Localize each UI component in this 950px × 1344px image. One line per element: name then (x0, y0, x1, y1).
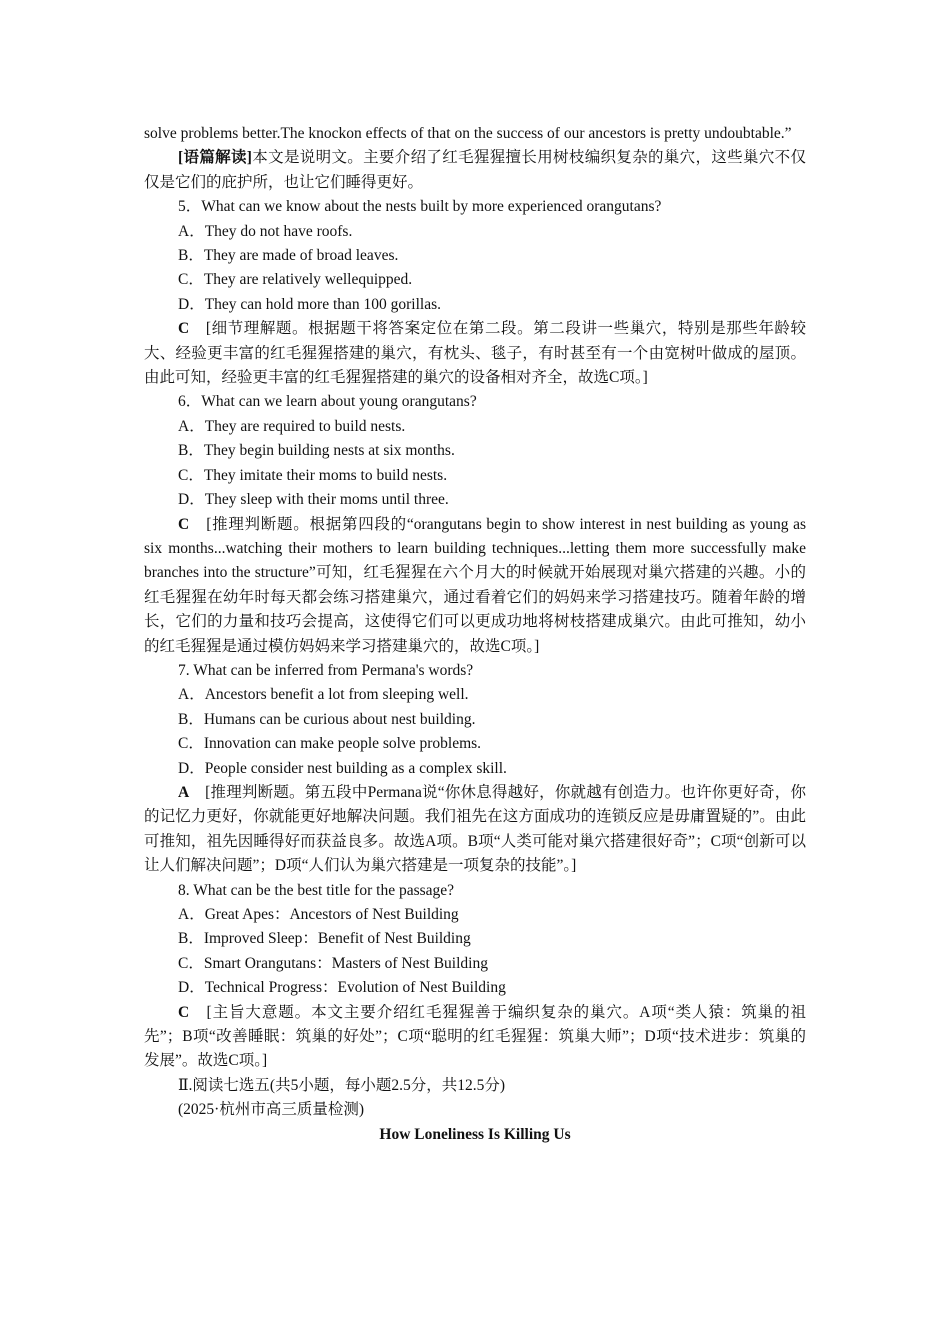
answer-letter: C (178, 320, 190, 338)
option-c: C．Innovation can make people solve problems. (178, 735, 482, 753)
answer-explanation (144, 1001, 806, 1074)
option-d: D．Technical Progress：Evolution of Nest Building (178, 979, 506, 997)
question-6 (144, 390, 806, 658)
option-b: B．Humans can be curious about nest building. (178, 710, 476, 728)
option-a: A．They are required to build nests. (178, 417, 406, 435)
question-7 (144, 659, 806, 879)
question-stem: 5．What can we know about the nests built by more experienced orangutans? (178, 198, 662, 216)
option-c: C．They are relatively wellequipped. (178, 271, 413, 289)
analysis-paragraph (144, 146, 806, 195)
option-a: A．Ancestors benefit a lot from sleeping well. (178, 686, 469, 704)
question-8 (144, 879, 806, 1074)
explanation-text: [推理判断题。根据第四段的“orangutans begin to show interest in nest building as young as six months...watching their mothers to learn building techniques...letting them more successfully make branches into the structure”可知，红毛猩猩在六个月大的时候就开始展现对巢穴搭建的兴趣。小的红毛猩猩在幼年时每天都会练习搭建巢穴，通过看着它们的妈妈来学习搭建技巧。随着年龄的增长，它们的力量和技巧会提高，这使得它们可以更成功地将树枝搭建成巢穴。由此可推知，幼小的红毛猩猩是通过模仿妈妈来学习搭建巢穴的，故选C项。] (144, 515, 806, 655)
option-b: B．Improved Sleep：Benefit of Nest Building (178, 930, 471, 948)
option-d: D．They can hold more than 100 gorillas. (178, 295, 442, 313)
analysis-text: 本文是说明文。主要介绍了红毛猩猩擅长用树枝编织复杂的巢穴，这些巢穴不仅仅是它们的庇护所，也让它们睡得更好。 (144, 149, 806, 191)
option-d: D．People consider nest building as a complex skill. (178, 759, 507, 777)
answer-explanation (144, 317, 806, 390)
explanation-text: [主旨大意题。本文主要介绍红毛猩猩善于编织复杂的巢穴。A项“类人猿：筑巢的祖先”；B项“改善睡眠：筑巢的好处”；C项“聪明的红毛猩猩：筑巢大师”；D项“技术进步：筑巢的发展”。故选C项。] (144, 1003, 806, 1070)
option-a: A．Great Apes：Ancestors of Nest Building (178, 906, 459, 923)
question-stem: 7. What can be inferred from Permana's words? (178, 661, 474, 679)
analysis-tag: [语篇解读] (178, 149, 252, 167)
option-b: B．They begin building nests at six months. (178, 442, 455, 460)
option-b: B．They are made of broad leaves. (178, 247, 399, 265)
question-stem: 8. What can be the best title for the passage? (178, 881, 455, 899)
option-c: C．They imitate their moms to build nests. (178, 466, 448, 484)
explanation-text: [细节理解题。根据题干将答案定位在第二段。第二段讲一些巢穴，特别是那些年龄较大、经验更丰富的红毛猩猩搭建的巢穴，有枕头、毯子，有时甚至有一个由宽树叶做成的屋顶。由此可知，经验更丰富的红毛猩猩搭建的巢穴的设备相对齐全，故选C项。] (144, 320, 806, 387)
answer-letter: C (178, 1003, 190, 1021)
section-heading: Ⅱ.阅读七选五(共5小题，每小题2.5分，共12.5分) (178, 1076, 505, 1094)
explanation-text: [推理判断题。第五段中Permana说“你休息得越好，你就越有创造力。也许你更好奇，你的记忆力更好，你就能更好地解决问题。我们祖先在这方面成功的连锁反应是毋庸置疑的”。由此可推知，祖先因睡得好而获益良多。故选A项。B项“人类可能对巢穴搭建很好奇”；C项“创新可以让人们解决问题”；D项“人们认为巢穴搭建是一项复杂的技能”。] (144, 783, 806, 875)
answer-letter: A (178, 783, 190, 801)
option-d: D．They sleep with their moms until three. (178, 491, 449, 509)
passage-title: How Loneliness Is Killing Us (379, 1125, 571, 1143)
intro-paragraph: solve problems better.The knockon effects of that on the success of our ancestors is pretty undoubtable.” (144, 125, 792, 142)
option-c: C．Smart Orangutans：Masters of Nest Building (178, 954, 488, 972)
question-5 (144, 195, 806, 390)
answer-explanation (144, 781, 806, 879)
answer-explanation (144, 513, 806, 659)
question-stem: 6．What can we learn about young orangutans? (178, 393, 477, 411)
document-page (144, 122, 806, 1147)
option-a: A．They do not have roofs. (178, 222, 353, 240)
answer-letter: C (178, 515, 190, 533)
section-source: (2025·杭州市高三质量检测) (178, 1101, 364, 1119)
